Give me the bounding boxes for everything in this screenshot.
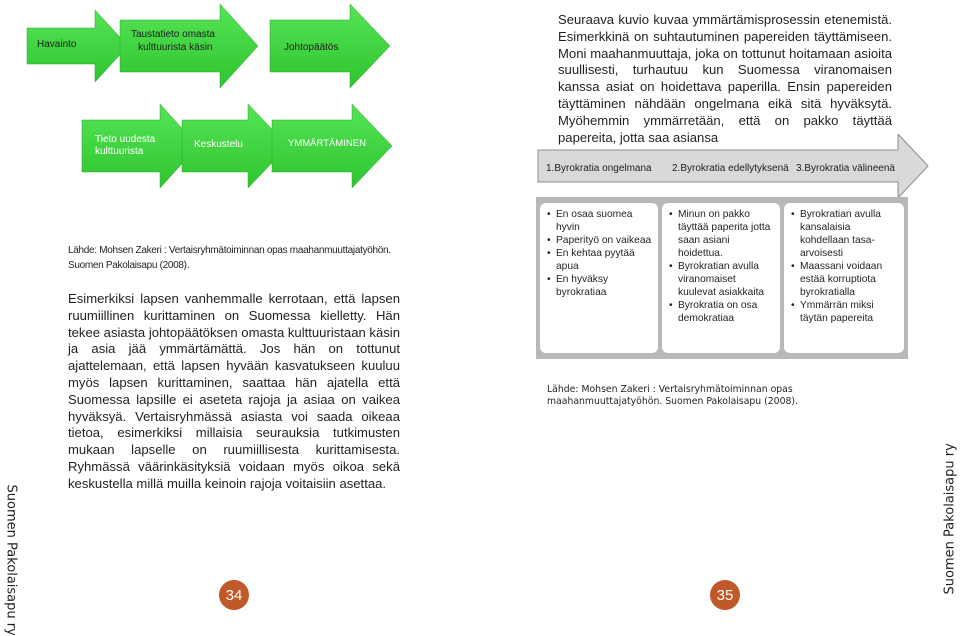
right-source-note: Lähde: Mohsen Zakeri : Vertaisryhmätoiminnan opas maahanmuuttajatyöhön. Suomen Pakolaisapu (2008). (547, 384, 799, 407)
arrow-tieto-label-line1: Tieto uudesta (95, 134, 156, 145)
list-item: • En kehtaa pyytää apua (556, 247, 652, 273)
right-side-publisher: Suomen Pakolaisapu ry (942, 443, 958, 595)
arrow-havainto-label: Havainto (37, 39, 77, 50)
column-stage-1 (540, 203, 658, 353)
list-item: • Minun on pakko täyttää paperita jotta saan asiani hoidettua. (678, 208, 774, 260)
right-intro-paragraph: Seuraava kuvio kuvaa ymmärtämisprosessin etenemistä. Esimerkkinä on suhtautuminen papereiden täyttämiseen. Moni maahanmuuttaja, joka on tottunut hoitamaan asioita suullisesti, turhautuu kun Suomessa viranomaisen kanssa asiat on hoidettava paperilla. Ensin papereiden täyttäminen nähdään ongelmana eikä sitä hyväksytä. Myöhemmin ymmärretään, että on pakko täyttää papereita, jotta saa asiansa (558, 12, 892, 145)
left-body-paragraph: Esimerkiksi lapsen vanhemmalle kerrotaan, että lapsen ruumiillinen kurittaminen on Suomessa kielletty. Hän tekee asiasta johtopäätöksen omasta kulttuuristaan käsin ja asia jää ymmärtämättä. Jos hän on tottunut ajattelemaan, että lapsen hyvään kasvatukseen kuuluu myös lapsen kurittaminen, saattaa hän ajatella että Suomessa lapsille ei aseteta rajoja ja asiaa on vaikea hyväksyä. Vertaisryhmässä asiasta voi saada oikeaa tietoa, esimerkiksi millaisia seurauksia tutkimusten mukaan lapselle on ruumiillisesta kurittamisesta. Ryhmässä väärinkäsityksiä voidaan myös oikoa sekä keskustella millä muilla keinoin rajoja voitaisiin asettaa. (68, 291, 400, 491)
arrow-johtopaatos-label: Johtopäätös (284, 42, 339, 53)
arrow-keskustelu-label: Keskustelu (194, 139, 243, 150)
list-item: • Maassani voidaan estää korruptiota byrokratialla (800, 260, 898, 299)
arrow-havainto (27, 10, 128, 82)
arrow-tieto-label-line2: kulttuurista (95, 146, 144, 157)
arrow-johtopaatos (270, 4, 390, 88)
list-item: • En hyväksy byrokratiaa (556, 273, 652, 299)
left-process-diagram (0, 0, 500, 200)
list-item: • Ymmärrän miksi täytän papereita (800, 299, 898, 325)
left-source-note: Lähde: Mohsen Zakeri : Vertaisryhmätoiminnan opas maahanmuuttajatyöhön. Suomen Pakolaisapu (2008). (68, 245, 391, 271)
page-number-right: 35 (710, 580, 740, 610)
arrow-tieto-uudesta (82, 104, 198, 188)
page-number-left: 34 (219, 580, 249, 610)
column-stage-2 (662, 203, 780, 353)
arrow-ymmartaminen-label: YMMÄRTÄMINEN (288, 138, 366, 149)
arrow-taustatieto-label-line1: Taustatieto omasta (131, 29, 215, 40)
arrow-ymmartaminen (272, 104, 392, 188)
stage-2-label: 2.Byrokratia edellytyksenä (672, 163, 789, 174)
left-side-publisher: Suomen Pakolaisapu ry (3, 484, 19, 636)
list-item: • Byrokratia on osa demokratiaa (678, 299, 774, 325)
stage-1-label: 1.Byrokratia ongelmana (546, 163, 652, 174)
arrow-taustatieto-label-line2: kulttuurista käsin (138, 42, 213, 53)
process-columns-panel (536, 197, 908, 359)
process-header-arrow (536, 134, 930, 198)
stage-3-label: 3.Byrokratia välineenä (796, 163, 895, 174)
list-item: • En osaa suomea hyvin (556, 208, 652, 234)
arrow-taustatieto (120, 4, 258, 88)
list-item: • Byrokratian avulla viranomaiset kuulevat asiakkaita (678, 260, 774, 299)
column-stage-3 (784, 203, 904, 353)
list-item: • Paperityö on vaikeaa (556, 234, 652, 247)
list-item: • Byrokratian avulla kansalaisia kohdellaan tasa-arvoisesti (800, 208, 898, 260)
